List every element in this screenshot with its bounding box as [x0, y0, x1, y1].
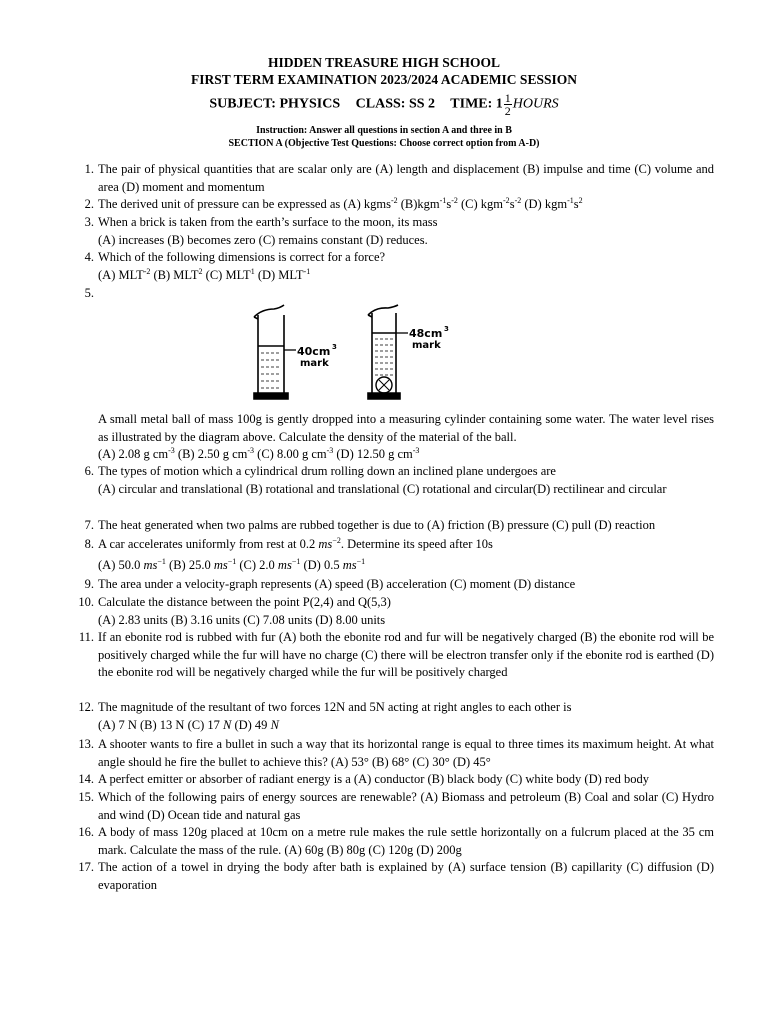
question-options: [98, 557, 714, 575]
question-text: Which of the following dimensions is correct for a force?: [98, 250, 386, 264]
metal-ball: [376, 377, 392, 393]
question-text: The heat generated when two palms are rubbed together is due to (A) friction (B) pressure (C) pull (D) reaction: [98, 518, 656, 532]
text-part: The derived unit of pressure can be expressed as (A) kgms: [98, 197, 391, 211]
question-9: [84, 576, 714, 594]
figure-label-48: 48cm: [409, 327, 443, 340]
question-options: [98, 717, 714, 735]
question-11: [78, 629, 714, 682]
question-text: The types of motion which a cylindrical drum rolling down an inclined plane undergoes are: [98, 464, 556, 478]
water-left: [258, 346, 296, 388]
superscript: -1: [303, 266, 311, 276]
figure-sup-left: 3: [332, 343, 337, 351]
figure-label-40: 40cm: [297, 345, 331, 358]
question-15: [78, 789, 714, 824]
question-text: Which of the following pairs of energy sources are renewable? (A) Biomass and petroleum (B) Coal and solar (C) Hydro and wind (D) Ocean tide and natural gas: [98, 790, 714, 822]
question-number: 1.: [84, 162, 94, 176]
question-number: 12.: [78, 700, 94, 714]
unit: ms: [213, 557, 228, 572]
question-5: [98, 411, 714, 464]
cylinder-left: [254, 305, 288, 399]
question-options: [98, 446, 714, 464]
superscript: -2: [143, 266, 151, 276]
question-text: A body of mass 120g placed at 10cm on a metre rule makes the rule settle horizontally on a fulcrum placed at the 35 cm mark. Calculate the mass of the rule. (A) 60g (B) 80g (C) 120g (D) 200g: [98, 825, 714, 857]
question-options: (A) 2.83 units (B) 3.16 units (C) 7.08 units (D) 8.00 units: [98, 612, 386, 627]
superscript: −1: [356, 556, 366, 566]
unit: ms: [342, 557, 357, 572]
text-part: (B) MLT: [150, 267, 199, 282]
unit: N: [222, 717, 232, 732]
superscript: −1: [157, 556, 166, 566]
superscript: -2: [451, 195, 458, 205]
section-heading: SECTION A (Objective Test Questions: Choose correct option from A-D): [228, 138, 540, 149]
question-number: 16.: [78, 825, 94, 839]
question-4: [84, 249, 714, 284]
superscript: -2: [514, 195, 522, 205]
unit: ms: [277, 557, 292, 572]
figure-mark-right: mark: [412, 340, 441, 351]
superscript: 2: [198, 266, 203, 276]
text-part: (A) 50.0: [98, 557, 144, 572]
question-number: 17.: [78, 860, 94, 874]
superscript: -2: [503, 195, 510, 205]
text-part: . Determine its speed after 10s: [340, 537, 493, 551]
text-part: s: [509, 197, 515, 211]
school-name: HIDDEN TREASURE HIGH SCHOOL: [268, 55, 500, 70]
question-1: [84, 161, 714, 196]
class-label: CLASS: SS 2: [355, 96, 436, 112]
text-part: (D) kgm: [521, 197, 568, 211]
measuring-cylinders-figure: [240, 303, 470, 403]
subject-label: SUBJECT: PHYSICS: [209, 96, 341, 112]
question-number: 15.: [78, 790, 94, 804]
text-part: s: [446, 197, 452, 211]
superscript: −2: [332, 535, 341, 545]
text-part: A car accelerates uniformly from rest at 0.2: [98, 537, 319, 551]
superscript: -3: [326, 445, 334, 455]
question-7: [84, 517, 714, 535]
text-part: (C) 8.00 g cm: [254, 447, 327, 461]
question-number: 5.: [84, 286, 94, 300]
text-part: (D) 49: [231, 717, 271, 732]
text-part: (A) 7 N (B) 13 N (C) 17: [98, 717, 223, 732]
water-right: [372, 333, 408, 375]
superscript: -2: [390, 195, 398, 205]
superscript: −1: [291, 556, 301, 566]
subject-line: [0, 92, 768, 117]
superscript: -3: [412, 445, 420, 455]
unit: N: [270, 717, 279, 732]
question-16: [78, 824, 714, 859]
question-text: Calculate the distance between the point P(2,4) and Q(5,3): [98, 595, 391, 609]
question-number: 8.: [84, 537, 94, 551]
question-10: [78, 594, 714, 629]
question-text: The area under a velocity-graph represents (A) speed (B) acceleration (C) moment (D) distance: [98, 577, 576, 591]
question-6: [84, 463, 714, 498]
question-12: [78, 699, 714, 734]
superscript: -1: [439, 195, 447, 205]
text-part: (C) 2.0: [236, 557, 278, 572]
question-number: 7.: [84, 518, 94, 532]
question-8: [84, 535, 714, 574]
fraction-denominator: 2: [504, 104, 511, 118]
text-part: (C) kgm: [457, 197, 504, 211]
question-options: [98, 267, 714, 285]
time-label: TIME: 1: [450, 96, 503, 112]
question-2: [84, 195, 714, 214]
fraction-numerator: 1: [504, 91, 511, 105]
superscript: 1: [250, 266, 255, 276]
superscript: -1: [567, 195, 574, 205]
question-number: 14.: [78, 772, 94, 786]
question-text: A perfect emitter or absorber of radiant energy is a (A) conductor (B) black body (C) white body (D) red body: [98, 772, 649, 786]
question-number: 9.: [84, 577, 94, 591]
text-part: (B)kgm: [397, 197, 440, 211]
question-number: 11.: [78, 630, 94, 644]
text-part: (B) 25.0: [165, 557, 214, 572]
question-text: The pair of physical quantities that are scalar only are (A) length and displacement (B) impulse and time (C) volume and area (D) moment and momentum: [98, 162, 714, 194]
text-part: (C) MLT: [202, 267, 251, 282]
question-17: [78, 859, 714, 894]
question-text: The action of a towel in drying the body after bath is explained by (A) surface tension (B) capillarity (C) diffusion (D) evaporation: [98, 860, 714, 892]
question-options: (A) circular and translational (B) rotational and translational (C) rotational and circular(D) rectilinear and circular: [98, 481, 667, 496]
question-text: [98, 197, 583, 211]
question-text: [98, 536, 714, 554]
text-part: (D) 0.5: [300, 557, 343, 572]
question-13: [78, 736, 714, 771]
text-part: (B) 2.50 g cm: [174, 447, 248, 461]
text-part: (A) MLT: [98, 267, 144, 282]
text-part: (D) MLT: [254, 267, 304, 282]
question-text: The magnitude of the resultant of two forces 12N and 5N acting at right angles to each other is: [98, 700, 572, 714]
time-fraction: [504, 92, 512, 117]
superscript: 2: [578, 195, 583, 205]
exam-title: FIRST TERM EXAMINATION 2023/2024 ACADEMIC SESSION: [191, 72, 577, 87]
question-text: A small metal ball of mass 100g is gently dropped into a measuring cylinder containing some water. The water level rises as illustrated by the diagram above. Calculate the density of the material of the ball.: [98, 412, 714, 444]
text-part: (A) 2.08 g cm: [98, 447, 169, 461]
figure-mark-left: mark: [300, 358, 329, 369]
superscript: -3: [168, 445, 175, 455]
question-text: If an ebonite rod is rubbed with fur (A) both the ebonite rod and fur will be negatively charged (B) the ebonite rod will be positively charged while the fur will have no charge (C) there will be electron transfer only if the ebonite rod is earthed (D) the ebonite rod will be negatively charged while the fur will be positively charged: [98, 630, 714, 679]
question-number: 3.: [84, 215, 94, 229]
instruction-line: Instruction: Answer all questions in section A and three in B: [256, 125, 512, 136]
question-3: [84, 214, 714, 249]
figure-sup-right: 3: [444, 325, 449, 333]
text-part: (D) 12.50 g cm: [333, 447, 413, 461]
question-number: 4.: [84, 250, 94, 264]
superscript: -3: [247, 445, 255, 455]
question-number: 2.: [84, 197, 94, 211]
question-options: (A) increases (B) becomes zero (C) remains constant (D) reduces.: [98, 232, 428, 247]
superscript: −1: [227, 556, 237, 566]
question-number: 6.: [84, 464, 94, 478]
question-14: [78, 771, 714, 789]
unit: ms: [143, 557, 158, 572]
question-text: When a brick is taken from the earth’s surface to the moon, its mass: [98, 215, 438, 229]
unit: ms: [318, 537, 333, 551]
question-number: 13.: [78, 737, 94, 751]
time-unit: HOURS: [512, 96, 559, 112]
question-text: A shooter wants to fire a bullet in such a way that its horizontal range is equal to three times its maximum height. At what angle should he fire the bullet to achieve this? (A) 53° (B) 68° (C) 30° (D) 45°: [98, 737, 714, 769]
text-part: s: [573, 197, 579, 211]
question-number: 10.: [78, 595, 94, 609]
